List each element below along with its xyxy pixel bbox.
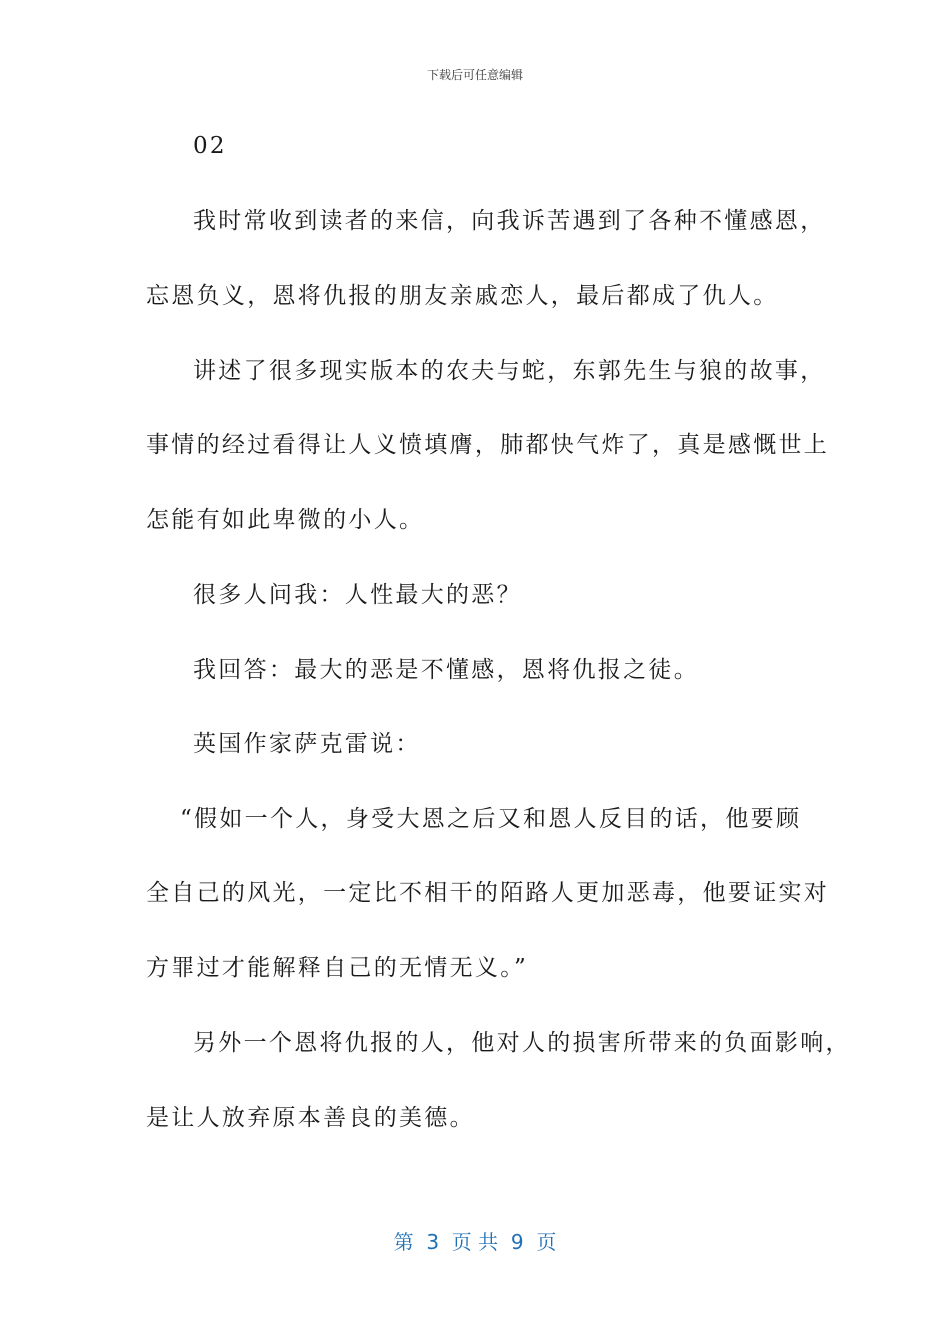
- paragraph-line: 讲述了很多现实版本的农夫与蛇，东郭先生与狼的故事，: [193, 358, 826, 384]
- page-number: 第 3 页 共 9 页: [393, 1230, 557, 1254]
- paragraph-line: 我回答：最大的恶是不懂感，恩将仇报之徒。: [193, 657, 699, 683]
- quote-line: “假如一个人，身受大恩之后又和恩人反目的话，他要顾: [180, 806, 802, 832]
- paragraph-line: 是让人放弃原本善良的美德。: [146, 1105, 475, 1131]
- quote-line: 全自己的风光，一定比不相干的陌路人更加恶毒，他要证实对: [146, 880, 830, 906]
- paragraph-line: 忘恩负义，恩将仇报的朋友亲戚恋人，最后都成了仇人。: [146, 283, 779, 309]
- paragraph-line: 怎能有如此卑微的小人。: [146, 507, 425, 533]
- paragraph-line: 很多人问我：人性最大的恶？: [193, 582, 522, 608]
- paragraph-line: 事情的经过看得让人义愤填膺，肺都快气炸了，真是感慨世上: [146, 432, 830, 458]
- paragraph-line: 另外一个恩将仇报的人，他对人的损害所带来的负面影响，: [193, 1030, 851, 1056]
- section-number: 02: [193, 133, 227, 159]
- page-header-note: 下载后可任意编辑: [426, 68, 523, 82]
- quote-line: 方罪过才能解释自己的无情无义。”: [146, 955, 529, 981]
- paragraph-line: 我时常收到读者的来信，向我诉苦遇到了各种不懂感恩，: [193, 208, 826, 234]
- paragraph-line: 英国作家萨克雷说：: [193, 731, 421, 757]
